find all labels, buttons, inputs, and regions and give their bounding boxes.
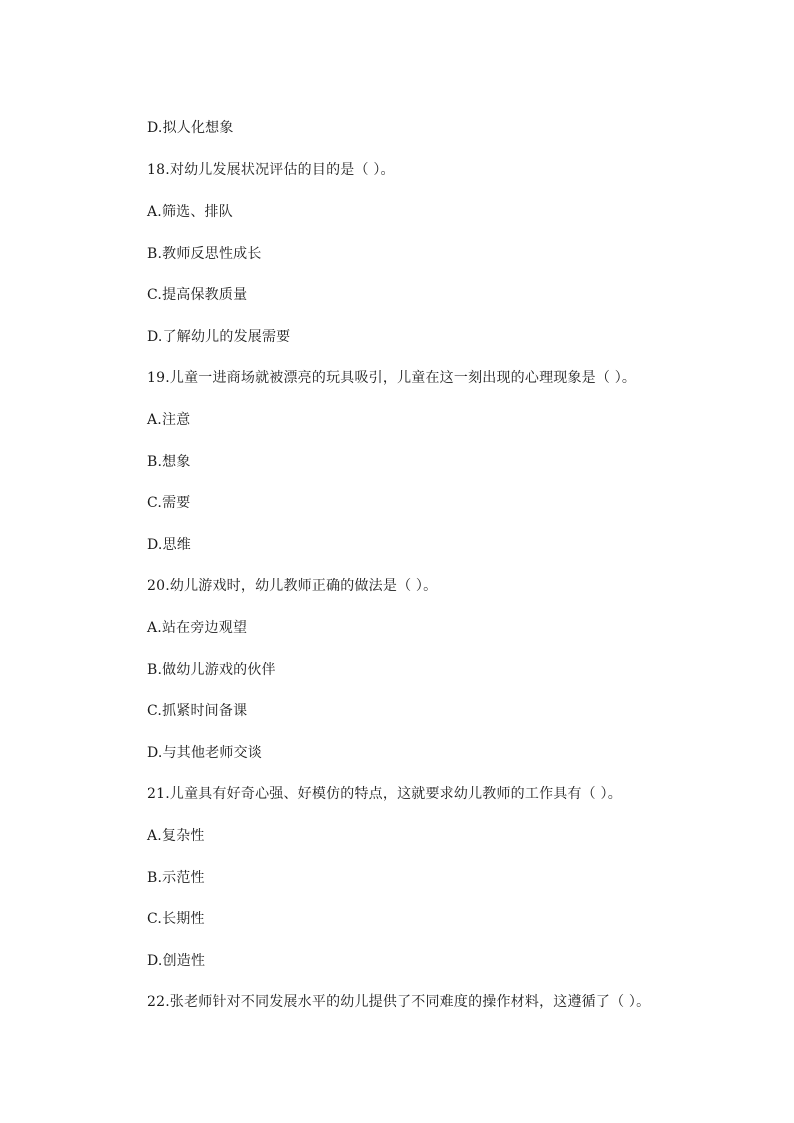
option-19a: A.注意	[147, 412, 191, 428]
option-21b: B.示范性	[147, 870, 205, 886]
option-19b: B.想象	[147, 454, 191, 470]
question-22: 22.张老师针对不同发展水平的幼儿提供了不同难度的操作材料，这遵循了（ ）。	[147, 994, 651, 1010]
option-21a: A.复杂性	[147, 828, 205, 844]
option-18d: D.了解幼儿的发展需要	[147, 329, 291, 345]
option-20d: D.与其他老师交谈	[147, 745, 262, 761]
option-20b: B.做幼儿游戏的伙伴	[147, 662, 276, 678]
option-19d: D.思维	[147, 537, 191, 553]
option-18a: A.筛选、排队	[147, 204, 233, 220]
question-21: 21.儿童具有好奇心强、好模仿的特点，这就要求幼儿教师的工作具有（ ）。	[147, 786, 622, 802]
option-21d: D.创造性	[147, 953, 206, 969]
question-19: 19.儿童一进商场就被漂亮的玩具吸引，儿童在这一刻出现的心理现象是（ ）。	[147, 370, 637, 386]
option-18b: B.教师反思性成长	[147, 246, 262, 262]
option-19c: C.需要	[147, 495, 191, 511]
option-20a: A.站在旁边观望	[147, 620, 248, 636]
option-21c: C.长期性	[147, 911, 205, 927]
question-18: 18.对幼儿发展状况评估的目的是（ ）。	[147, 162, 395, 178]
option-20c: C.抓紧时间备课	[147, 703, 248, 719]
option-18c: C.提高保教质量	[147, 287, 248, 303]
question-20: 20.幼儿游戏时，幼儿教师正确的做法是（ ）。	[147, 578, 438, 594]
option-17d: D.拟人化想象	[147, 120, 234, 136]
